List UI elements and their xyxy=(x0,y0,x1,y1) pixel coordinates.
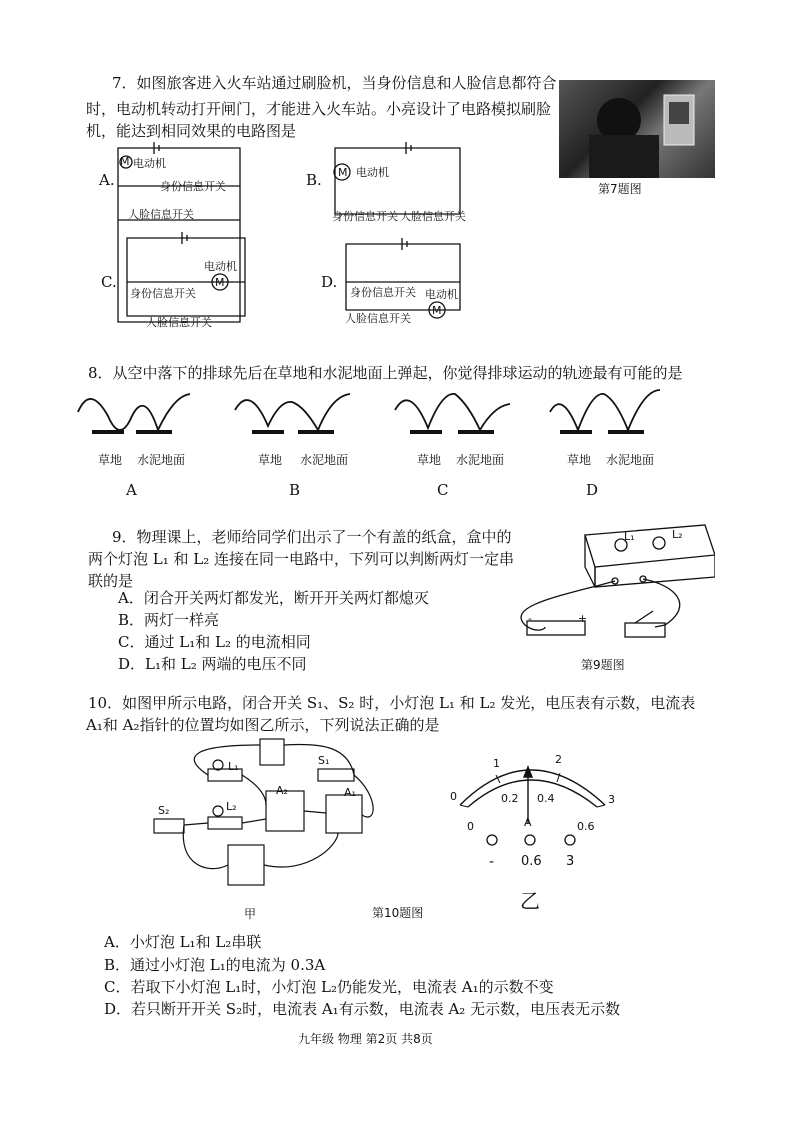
q8-curve-d xyxy=(550,390,660,430)
q7c-motor-label: 电动机 xyxy=(204,260,237,273)
q8-text: 8．从空中落下的排球先后在草地和水泥地面上弹起，你觉得排球运动的轨迹最有可能的是 xyxy=(88,364,683,382)
q10-caption: 第10题图 xyxy=(372,906,424,920)
q9-box-figure xyxy=(505,515,715,650)
q8-label-a: A xyxy=(126,481,137,499)
meter-bottom-1: 0.2 xyxy=(501,792,519,805)
q8-curve-c xyxy=(395,394,510,430)
meter-bottom-3: 0.6 xyxy=(577,820,595,833)
q7-option-c: C. xyxy=(101,273,117,291)
q8b-cement: 水泥地面 xyxy=(300,453,349,467)
q9-plus-label: + xyxy=(578,612,588,625)
q10-l1-label: L₁ xyxy=(228,760,239,773)
q7b-m-icon: M xyxy=(338,166,348,179)
q8a-grass: 草地 xyxy=(98,453,123,467)
q8b-grass: 草地 xyxy=(258,453,283,467)
q8-label-c: C xyxy=(437,481,449,499)
q7d-m-icon: M xyxy=(432,304,442,317)
q7c-face-switch-label: 人脸信息开关 xyxy=(146,316,212,329)
photo-sketch xyxy=(559,80,715,178)
q10-circuit-jia xyxy=(148,735,378,900)
face-scanner-photo xyxy=(559,80,715,178)
q8c-grass: 草地 xyxy=(417,453,442,467)
q10-option-c: C．若取下小灯泡 L₁时，小灯泡 L₂仍能发光，电流表 A₁的示数不变 xyxy=(104,978,554,996)
q8-curve-a xyxy=(78,394,190,430)
meter-top-1: 1 xyxy=(493,757,500,770)
meter-top-3: 3 xyxy=(608,793,615,806)
q10-option-d: D．若只断开开关 S₂时，电流表 A₁有示数，电流表 A₂ 无示数，电压表无示数 xyxy=(104,1000,621,1018)
q8d-grass: 草地 xyxy=(567,453,592,467)
q8c-cement: 水泥地面 xyxy=(456,453,505,467)
q9-minus-label: - xyxy=(528,612,532,625)
q7-line1: 7．如图旅客进入火车站通过刷脸机，当身份信息和人脸信息都符合 xyxy=(112,74,557,92)
q9-option-c: C．通过 L₁和 L₂ 的电流相同 xyxy=(118,633,311,651)
q7a-id-switch-label: 身份信息开关 xyxy=(160,180,226,193)
terminal-minus: - xyxy=(489,854,495,870)
q10-jia-label: 甲 xyxy=(244,907,257,921)
q9-line1: 9．物理课上，老师给同学们出示了一个有盖的纸盒，盒中的 xyxy=(112,528,512,546)
q7c-id-switch-label: 身份信息开关 xyxy=(130,287,196,300)
meter-top-2: 2 xyxy=(555,753,562,766)
q9-line3: 联的是 xyxy=(88,572,134,590)
q7b-id-switch-label: 身份信息开关 xyxy=(332,210,398,223)
meter-bottom-0: 0 xyxy=(467,820,474,833)
q9-l2-label: L₂ xyxy=(672,528,683,541)
q8d-cement: 水泥地面 xyxy=(606,453,655,467)
meter-bottom-2: 0.4 xyxy=(537,792,555,805)
q7a-face-switch-label: 人脸信息开关 xyxy=(128,208,194,221)
q7-option-a: A. xyxy=(99,171,115,189)
q10-s1-label: S₁ xyxy=(318,754,330,767)
q8-label-b: B xyxy=(289,481,301,499)
q7b-motor-label: 电动机 xyxy=(356,166,389,179)
q10-a2-label: A₂ xyxy=(276,784,288,797)
q7-photo-caption: 第7题图 xyxy=(598,182,642,196)
page-footer: 九年级 物理 第2页 共8页 xyxy=(298,1032,433,1046)
q7d-id-switch-label: 身份信息开关 xyxy=(350,286,416,299)
q7d-face-switch-label: 人脸信息开关 xyxy=(345,312,411,325)
q9-l1-label: L₁ xyxy=(624,530,635,543)
q10-option-b: B．通过小灯泡 L₁的电流为 0.3A xyxy=(104,956,326,974)
meter-top-0: 0 xyxy=(450,790,457,803)
q9-line2: 两个灯泡 L₁ 和 L₂ 连接在同一电路中，下列可以判断两灯一定串 xyxy=(88,550,515,568)
q9-caption: 第9题图 xyxy=(581,658,625,672)
q10-option-a: A．小灯泡 L₁和 L₂串联 xyxy=(104,933,262,951)
q7-line3: 机，能达到相同效果的电路图是 xyxy=(86,122,297,140)
q7b-face-switch-label: 人脸信息开关 xyxy=(400,210,466,223)
q8-trajectories xyxy=(70,386,710,448)
q10-l2-label: L₂ xyxy=(226,800,237,813)
q7c-m-icon: M xyxy=(215,276,225,289)
meter-unit: A xyxy=(524,816,532,829)
q10-a1-label: A₁ xyxy=(344,786,356,799)
q8a-cement: 水泥地面 xyxy=(137,453,186,467)
q7d-motor-label: 电动机 xyxy=(425,288,458,301)
q10-line1: 10．如图甲所示电路，闭合开关 S₁、S₂ 时，小灯泡 L₁ 和 L₂ 发光，电压表有示数，电流表 xyxy=(88,694,696,712)
q7-option-d: D. xyxy=(321,273,338,291)
q10-line2: A₁和 A₂指针的位置均如图乙所示，下列说法正确的是 xyxy=(86,716,440,734)
q7-line2: 时，电动机转动打开闸门，才能进入火车站。小亮设计了电路模拟刷脸 xyxy=(86,100,552,118)
q8-curve-b xyxy=(235,394,350,430)
q10-s2-label: S₂ xyxy=(158,804,170,817)
q7a-m-icon: M xyxy=(120,155,130,168)
q9-option-b: B．两灯一样亮 xyxy=(118,611,220,629)
q9-option-d: D．L₁和 L₂ 两端的电压不同 xyxy=(118,655,307,673)
terminal-06: 0.6 xyxy=(521,854,542,869)
q8-label-d: D xyxy=(586,481,599,499)
q7-option-b: B. xyxy=(306,171,322,189)
q7a-motor-label: 电动机 xyxy=(133,157,166,170)
meter-terminals xyxy=(482,830,582,850)
terminal-3: 3 xyxy=(566,854,575,869)
q10-yi-label: 乙 xyxy=(520,889,540,913)
q9-option-a: A．闭合开关两灯都发光，断开开关两灯都熄灭 xyxy=(118,589,429,607)
